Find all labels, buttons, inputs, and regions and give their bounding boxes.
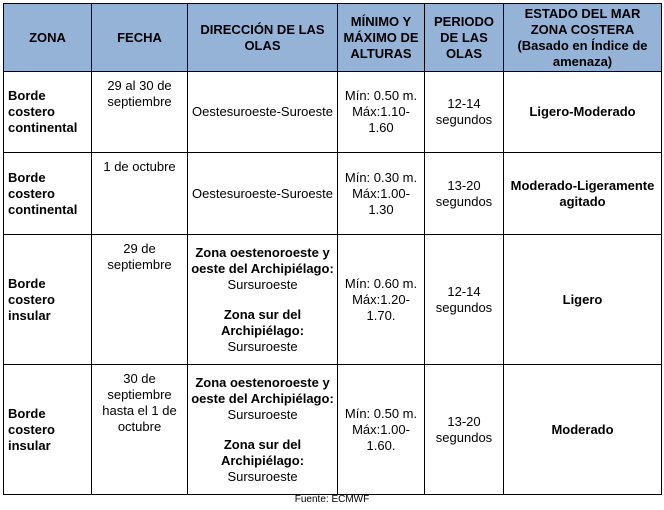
cell-alturas: Mín: 0.60 m. Máx:1.20-1.70. (338, 235, 425, 365)
direccion-valor: Sursuroeste (227, 406, 298, 422)
header-alturas: MÍNIMO Y MÁXIMO DE ALTURAS (338, 4, 425, 72)
direccion-zona-oeste: Zona oestenoroeste y oeste del Archipiélago: (191, 244, 334, 276)
cell-zona: Borde costero continental (4, 72, 92, 153)
cell-estado: Moderado-Ligeramente agitado (504, 153, 662, 235)
table-row (4, 235, 662, 365)
cell-direccion (188, 365, 338, 495)
cell-alturas: Mín: 0.50 m. Máx:1.10-1.60 (338, 72, 425, 153)
direccion-zona-sur: Zona sur del Archipiélago: (220, 436, 305, 468)
table-row (4, 153, 662, 235)
header-periodo: PERIODO DE LAS OLAS (425, 4, 504, 72)
direccion-zona-oeste: Zona oestenoroeste y oeste del Archipiélago: (191, 374, 334, 406)
direccion-valor: Sursuroeste (227, 468, 298, 484)
cell-estado: Moderado (504, 365, 662, 495)
direccion-valor: Sursuroeste (227, 276, 298, 292)
cell-periodo: 12-14 segundos (425, 235, 504, 365)
cell-zona: Borde costero insular (4, 365, 92, 495)
cell-estado: Ligero (504, 235, 662, 365)
table-row (4, 365, 662, 495)
cell-fecha: 29 de septiembre (92, 235, 188, 365)
header-zona: ZONA (4, 4, 92, 72)
cell-direccion: Oestesuroeste-Suroeste (188, 72, 338, 153)
direccion-zona-sur: Zona sur del Archipiélago: (220, 306, 305, 338)
header-fecha: FECHA (92, 4, 188, 72)
cell-direccion: Oestesuroeste-Suroeste (188, 153, 338, 235)
header-estado: ESTADO DEL MAR ZONA COSTERA (Basado en Índice de amenaza) (504, 4, 662, 72)
cell-direccion (188, 235, 338, 365)
cell-alturas: Mín: 0.50 m. Máx:1.00-1.60. (338, 365, 425, 495)
header-direccion: DIRECCIÓN DE LAS OLAS (188, 4, 338, 72)
source-caption: Fuente: ECMWF (294, 494, 370, 505)
cell-alturas: Mín: 0.30 m. Máx:1.00-1.30 (338, 153, 425, 235)
cell-estado: Ligero-Moderado (504, 72, 662, 153)
cell-zona: Borde costero continental (4, 153, 92, 235)
cell-zona: Borde costero insular (4, 235, 92, 365)
cell-fecha: 1 de octubre (92, 153, 188, 235)
direccion-valor: Sursuroeste (227, 338, 298, 354)
cell-periodo: 13-20 segundos (425, 153, 504, 235)
cell-periodo: 13-20 segundos (425, 365, 504, 495)
table-row (4, 72, 662, 153)
header-row (4, 4, 662, 72)
cell-periodo: 12-14 segundos (425, 72, 504, 153)
cell-fecha: 30 de septiembre hasta el 1 de octubre (92, 365, 188, 495)
cell-fecha: 29 al 30 de septiembre (92, 72, 188, 153)
wave-forecast-table (3, 3, 662, 495)
